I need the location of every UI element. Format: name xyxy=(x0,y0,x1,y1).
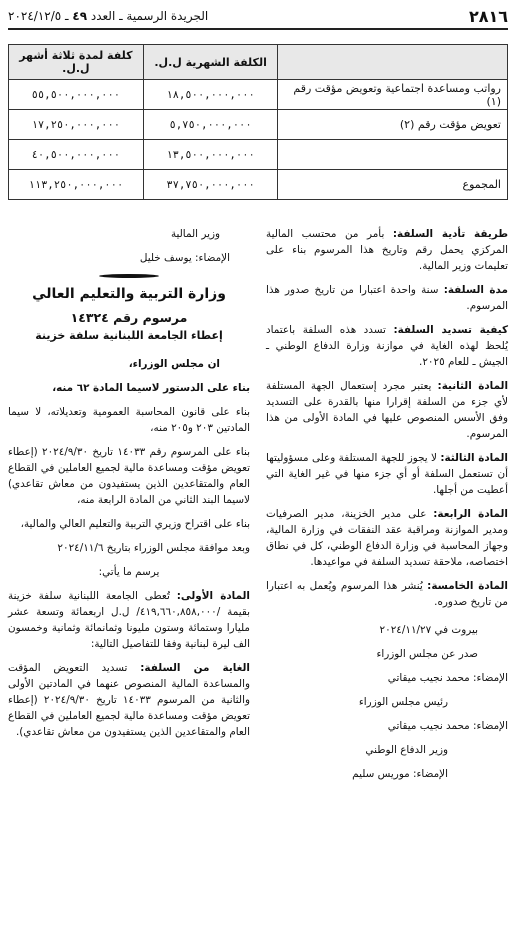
row-label: المجموع xyxy=(278,170,508,200)
table-header-cell: الكلفة الشهرية ل.ل. xyxy=(143,45,278,80)
left-column xyxy=(8,226,250,748)
signature-line: الإمضاء: موريس سليم xyxy=(352,768,448,780)
right-column xyxy=(266,226,508,790)
quarter-cost: ١٧,٢٥٠,٠٠٠,٠٠٠ xyxy=(9,110,144,140)
article: المادة الرابعة: على مدير الخزينة، مدير الصرفيات ومدير الموازنة ومراقبة عقد النفقات في وزارة المالية، وجهاز المحاسبة في وزارة الدفاع الوطني، كل في نطاق اختصاصه، ملاحقة تسديد السلفة في مواعيدها. xyxy=(266,508,508,568)
decree-number: مرسوم رقم ١٤٣٢٤ xyxy=(70,310,188,325)
monthly-cost: ١٣,٥٠٠,٠٠٠,٠٠٠ xyxy=(143,140,278,170)
preamble-line: بناء على اقتراح وزيري التربية والتعليم العالي والمالية، xyxy=(20,518,250,530)
article: المادة الثالثة: لا يجوز للجهة المستلفة وعلى مسؤوليتها أن تستعمل السلفة أو أي جزء منها في غير الغاية التي أعطيت من أجلها. xyxy=(266,452,508,496)
row-label: رواتب ومساعدة اجتماعية وتعويض مؤقت رقم (١) xyxy=(278,80,508,110)
article: المادة الأولى: تُعطى الجامعة اللبنانية سلفة خزينة بقيمة /٤١٩,٦٦٠,٨٥٨,٠٠٠/ ل.ل اربعمائة وتسعة عشر مليارا وستمائة وستون مليونا وثمانمائة وثمانية وخمسون الف ليرة لبنانية وفقا للتفاصيل التالية: xyxy=(8,590,250,650)
quarter-cost: ٥٥,٥٠٠,٠٠٠,٠٠٠ xyxy=(9,80,144,110)
signature-line: رئيس مجلس الوزراء xyxy=(358,696,448,708)
monthly-cost: ٥,٧٥٠,٠٠٠,٠٠٠ xyxy=(143,110,278,140)
table-row xyxy=(9,110,508,140)
paragraph: مدة السلفة: سنة واحدة اعتبارا من تاريخ صدور هذا المرسوم. xyxy=(266,284,508,312)
article: المادة الثانية: يعتبر مجرد إستعمال الجهة المستلفة لأي جزء من السلفة إقرارا منها بالقدرة على التسديد وفق الأسس المنصوص عليها في المادة الأولى من هذا المرسوم. xyxy=(266,380,509,440)
paragraph: طريقة تأدية السلفة: بأمر من محتسب المالية المركزي يحمل رقم وتاريخ هذا المرسوم بناء على تعليمات وزير المالية. xyxy=(266,228,508,272)
quarter-cost: ١١٣,٢٥٠,٠٠٠,٠٠٠ xyxy=(9,170,144,200)
table-row-total xyxy=(9,170,508,200)
preamble-line: ان مجلس الوزراء، xyxy=(128,358,220,370)
place-date: بيروت في ٢٠٢٤/١١/٢٧ xyxy=(379,624,478,636)
row-label xyxy=(278,140,508,170)
table-row xyxy=(9,80,508,110)
table-header-cell xyxy=(278,45,508,80)
signature-title: وزير المالية xyxy=(170,228,220,240)
page-header xyxy=(8,6,508,26)
monthly-cost: ٣٧,٧٥٠,٠٠٠,٠٠٠ xyxy=(143,170,278,200)
preamble-line: وبعد موافقة مجلس الوزراء بتاريخ ٢٠٢٤/١١/٦ xyxy=(57,542,250,554)
quarter-cost: ٤٠,٥٠٠,٠٠٠,٠٠٠ xyxy=(9,140,144,170)
ministry-heading: وزارة التربية والتعليم العالي xyxy=(32,286,226,302)
article: المادة الخامسة: يُنشر هذا المرسوم ويُعمل به اعتبارا من تاريخ صدوره. xyxy=(266,580,508,608)
signature-line: الإمضاء: محمد نجيب ميقاتي xyxy=(387,672,508,684)
section-divider xyxy=(99,274,159,278)
paragraph: كيفية تسديد السلفة: تسدد هذه السلفة باعتماد يُلحظ لهذه الغاية في موازنة وزارة الدفاع الوطني ـ الجيش ـ للعام ٢٠٢٥. xyxy=(266,324,508,368)
preamble-line: بناء على الدستور لاسيما المادة ٦٢ منه، xyxy=(52,382,250,394)
gazette-title: الجريدة الرسمية ـ العدد ٤٩ ـ ٢٠٢٤/١٢/٥ xyxy=(8,9,209,23)
preamble-line: بناء على قانون المحاسبة العمومية وتعديلاته، لا سيما المادتين ٢٠٣ و٢٠٥ منه، xyxy=(8,406,250,434)
page-number: ٢٨١٦ xyxy=(468,6,508,26)
table-header-row xyxy=(9,45,508,80)
header-rule xyxy=(8,28,508,30)
signature-line: وزير الدفاع الوطني xyxy=(365,744,448,756)
decree-title: إعطاء الجامعة اللبنانية سلفة خزينة xyxy=(35,329,223,342)
signature-line: الإمضاء: محمد نجيب ميقاتي xyxy=(387,720,508,732)
signature-line: صدر عن مجلس الوزراء xyxy=(376,648,478,660)
table-row xyxy=(9,140,508,170)
row-label: تعويض مؤقت رقم (٢) xyxy=(278,110,508,140)
cost-table xyxy=(8,44,508,200)
article: الغاية من السلفة: تسديد التعويض المؤقت والمساعدة المالية المنصوص عنهما في المادتين الأولى والثانية من المرسوم ١٤٠٣٣ تاريخ ٢٠٢٤/٩/٣٠ (إعطاء تعويض مؤقت ومساعدة مالية لجميع العاملين في القطاع العام والمتقاعدين الذين يستفيدون من معاش تقاعدي). xyxy=(8,662,251,738)
signature-line: الإمضاء: يوسف خليل xyxy=(139,252,230,264)
preamble-line: بناء على المرسوم رقم ١٤٠٣٣ تاريخ ٢٠٢٤/٩/٣٠ (إعطاء تعويض مؤقت ومساعدة مالية لجميع العاملين في القطاع العام والمتقاعدين الذين يستفيدون من معاش تقاعدي) لاسيما البند الثاني من المادة الرابعة منه، xyxy=(8,446,251,506)
preamble-line: يرسم ما يأتي: xyxy=(98,566,160,578)
monthly-cost: ١٨,٥٠٠,٠٠٠,٠٠٠ xyxy=(143,80,278,110)
table-header-cell: كلفة لمدة ثلاثة أشهر ل.ل. xyxy=(9,45,144,80)
